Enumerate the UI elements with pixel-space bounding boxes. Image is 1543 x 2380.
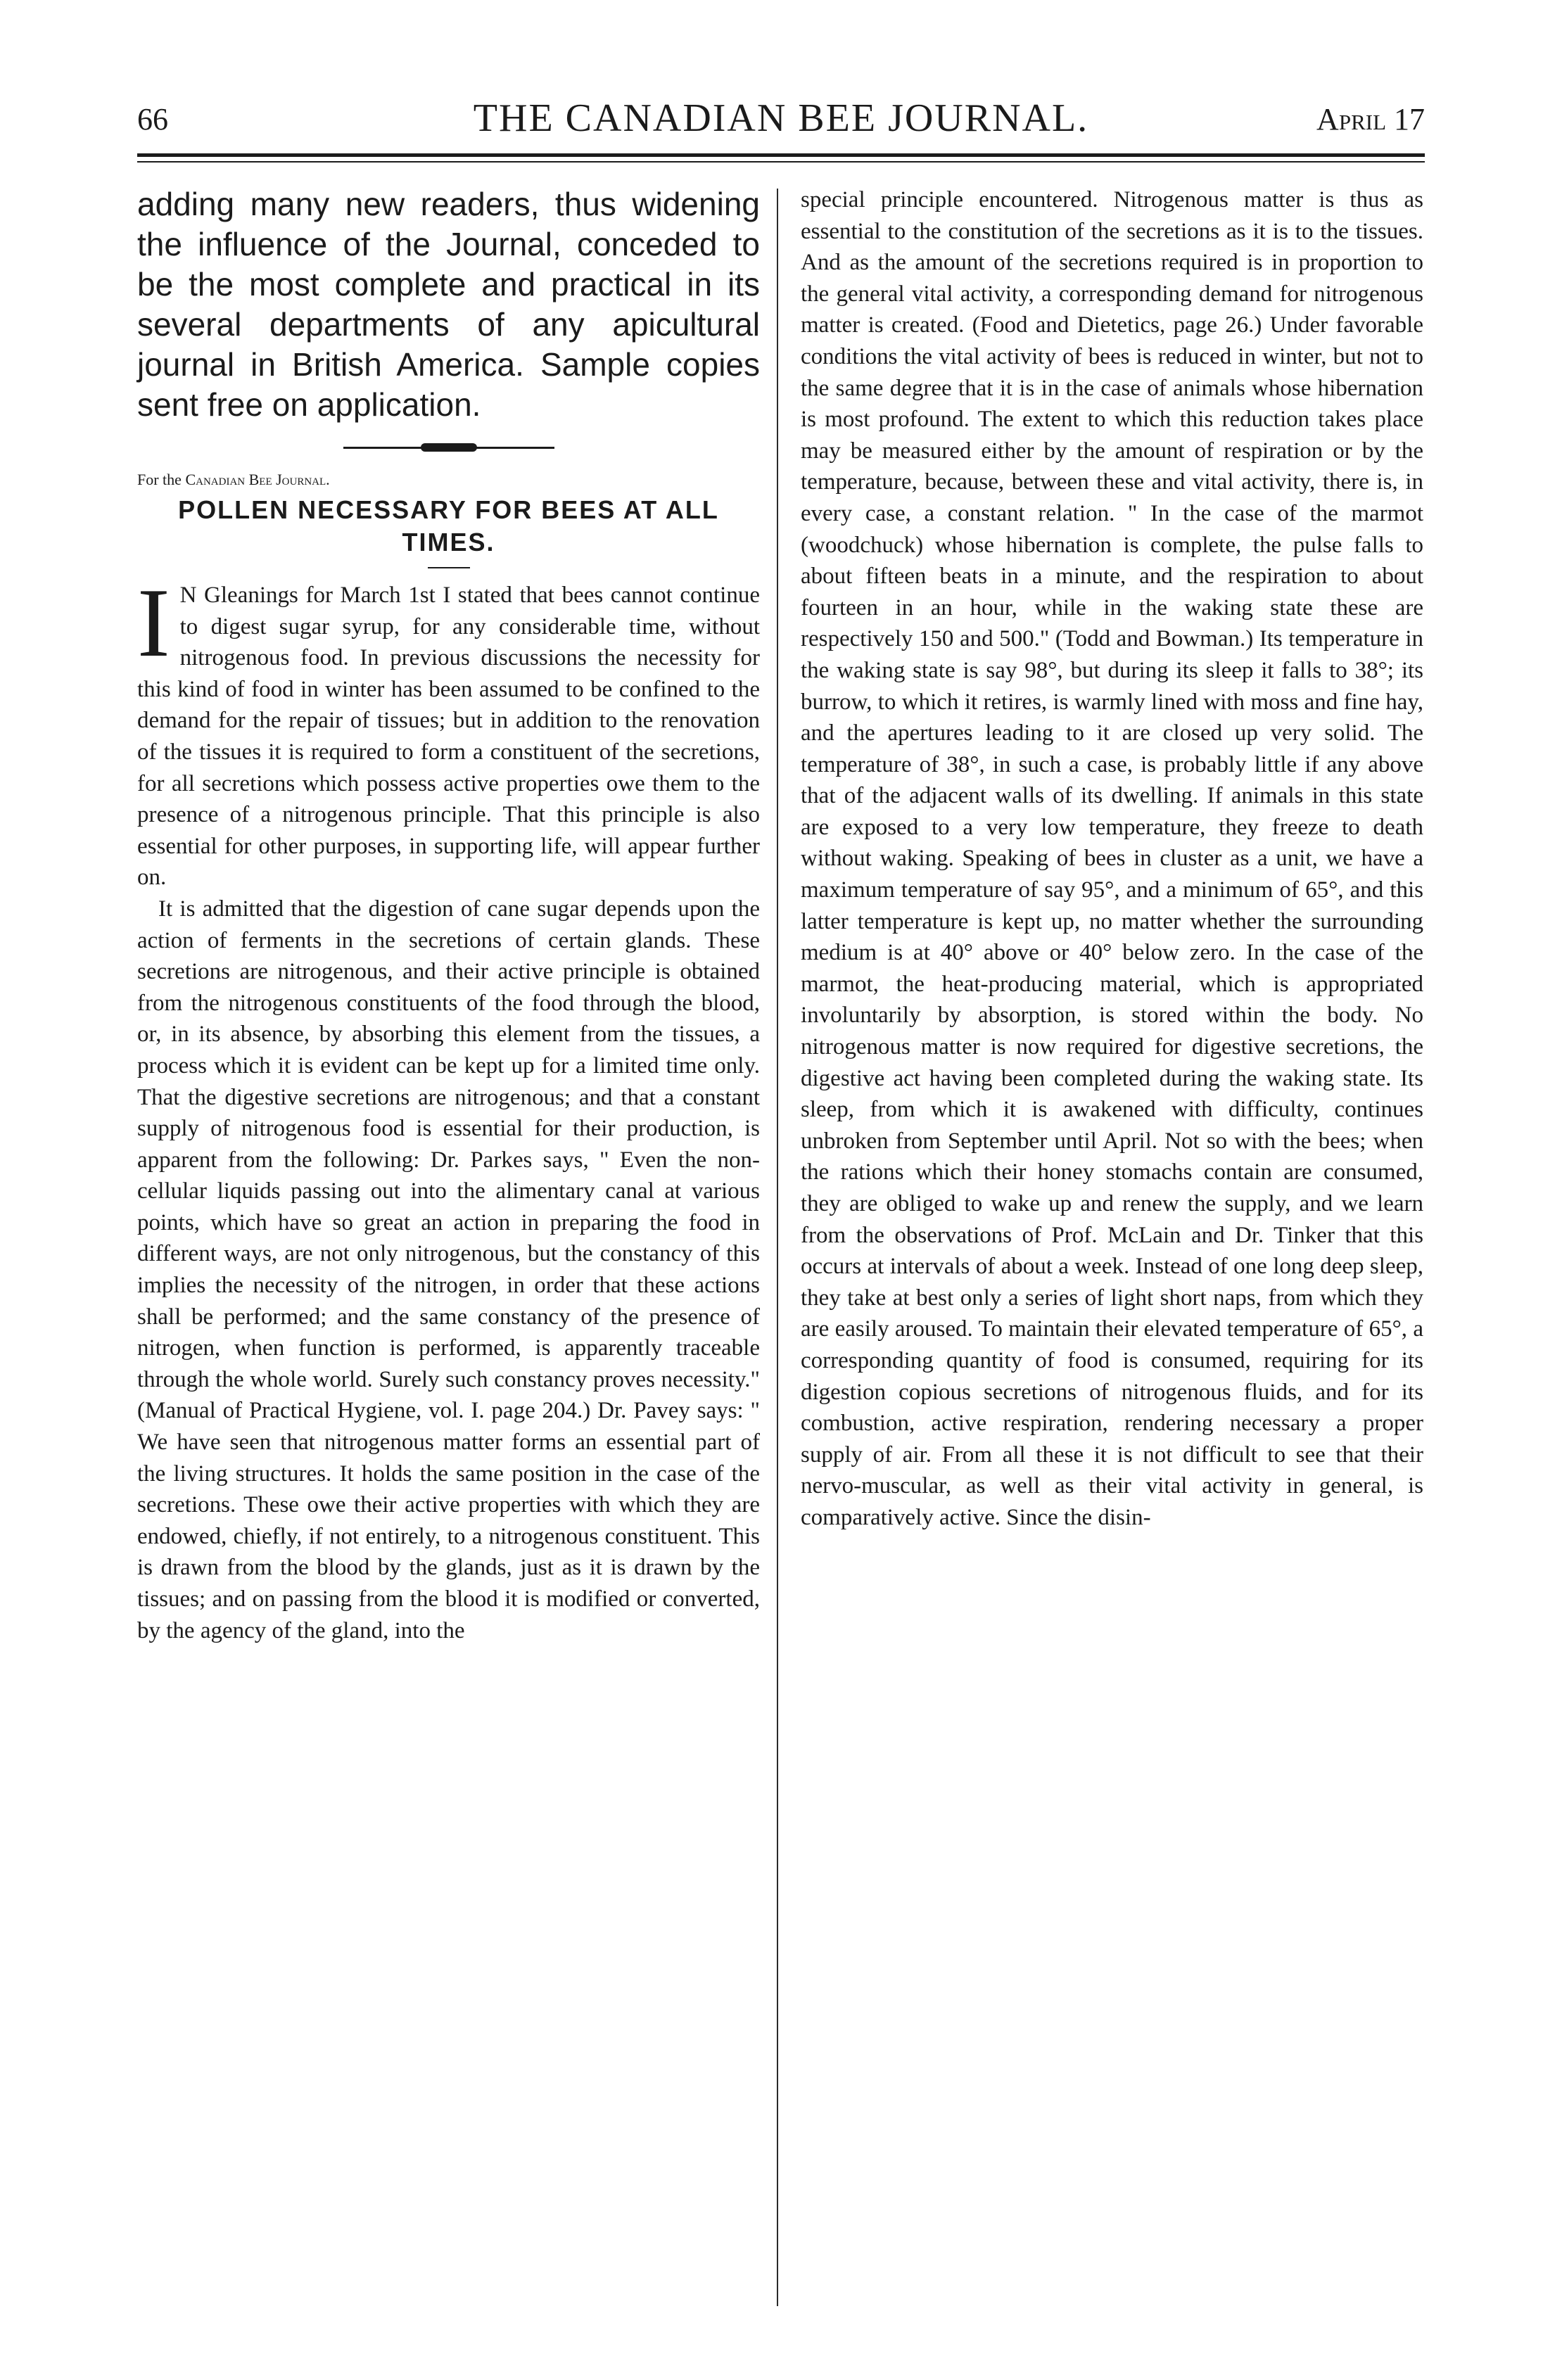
drop-cap: I — [137, 568, 170, 677]
title-rule — [428, 567, 470, 568]
article-paragraph: I N Gleanings for March 1st I stated that bees cannot continue to digest sugar syrup, for any considerable time, without nitrogenous food. In previous discussions the necessity for this kind of food in winter has been assumed to be confined to the demand for the repair of tissues; but in addition to the renovation of the tissues it is required to form a constituent of the secretions, for all secretions which possess active properties owe them to the presence of a nitrogenous principle. That this principle is also essential for other purposes, in supporting life, will appear further on. — [137, 568, 760, 891]
right-column — [801, 184, 1423, 1534]
credit-prefix: For the — [137, 471, 182, 488]
article-paragraph: special principle encountered. Nitrogenous matter is thus as essential to the constitution of the secretions as it is to the tissues. And as the amount of the secretions required is in proportion to the general vital activity, a corresponding demand for nitrogenous matter is created. (Food and Dietetics, page 26.) Under favorable conditions the vital activity of bees is reduced in winter, but not to the same degree that it is in the case of animals whose hibernation is most profound. The extent to which this reduction takes place may be measured either by the amount of respiration or by the temperature, because, between these and vital activity, there is, in every case, a constant relation. " In the case of the marmot (woodchuck) whose hibernation is complete, the pulse falls to about fifteen beats in a minute, and the respiration to about fourteen in an hour, while in the waking state these are respectively 150 and 500." (Todd and Bowman.) Its temperature in the waking state is say 98°, but during its sleep it falls to 38°; its burrow, to which it retires, is warmly lined with moss and fine hay, and the apertures leading to it are closed up very solid. The temperature of 38°, in such a case, is probably little if any above that of the adjacent walls of its dwelling. If animals in this state are exposed to a very low temperature, they freeze to death without waking. Speaking of bees in cluster as a unit, we have a maximum temperature of say 95°, and a minimum of 65°, and this latter temperature is kept up, no matter whether the surrounding medium is at 40° above or 40° below zero. In the case of the marmot, the heat-producing material, which is appropriated involuntarily by absorption, is stored within the body. No nitrogenous matter is now required for digestive secretions, the digestive act having been completed during the waking state. Its sleep, from which it is awakened with difficulty, continues unbroken from September until April. Not so with the bees; when the rations which their honey stomachs contain are consumed, they are obliged to wake up and renew the supply, and we learn from the observations of Prof. McLain and Dr. Tinker that this occurs at intervals of about a week. Instead of one long deep sleep, they take at best only a series of light short naps, from which they are easily aroused. To maintain their elevated temperature of 65°, a corresponding quantity of food is consumed, requiring for its digestion copious secretions of nitrogenous fluids, and for its combustion, active respiration, rendering necessary a proper supply of air. From all these it is not difficult to see that their nervo-muscular, as well as their vital activity in general, is comparatively active. Since the disin- — [801, 187, 1423, 1530]
column-divider — [777, 189, 778, 2306]
intro-paragraph: adding many new readers, thus widening the influence of the Journal, conceded to be the most complete and practical in its several departments of any apicultural journal in British America. Sample copies sent free on application. — [137, 186, 760, 423]
article-title: POLLEN NECESSARY FOR BEES AT ALL TIMES. — [178, 495, 719, 556]
article-body-left — [137, 568, 760, 1646]
issue-date: April 17 — [1316, 102, 1425, 136]
page-header — [137, 91, 1425, 148]
header-rule-thick — [137, 153, 1425, 157]
page-number: 66 — [137, 102, 168, 136]
journal-title: THE CANADIAN BEE JOURNAL. — [473, 96, 1089, 140]
article-credit — [137, 469, 760, 491]
left-column — [137, 184, 760, 1646]
header-rule-thin — [137, 161, 1425, 163]
article-paragraph: It is admitted that the digestion of cane sugar depends upon the action of ferments in the secretions of certain glands. These secretions are nitrogenous, and their active principle is obtained from the nitrogenous constituents of the food through the blood, or, in its absence, by absorbing this element from the tissues, a process which it is evident can be kept up for a limited time only. That the digestive secretions are nitrogenous; and that a constant supply of nitrogenous food is essential for their production, is apparent from the following: Dr. Parkes says, " Even the non-cellular liquids passing out into the alimentary canal at various points, which have so great an action in preparing the food in different ways, are not only nitrogenous, but the constancy of this implies the necessity of the nitrogen, in order that these actions shall be performed; and the same constancy of the presence of nitrogen, when function is performed, is apparently traceable through the whole world. Surely such constancy proves necessity." (Manual of Practical Hygiene, vol. I. page 204.) Dr. Pavey says: " We have seen that nitrogenous matter forms an essential part of the living structures. It holds the same position in the case of the secretions. These owe their active properties with which they are endowed, chiefly, if not entirely, to a nitrogenous constituent. This is drawn from the blood by the glands, just as it is drawn by the tissues; and on passing from the blood it is modified or converted, by the agency of the gland, into the — [137, 896, 760, 1643]
section-ornament — [343, 443, 554, 452]
credit-journal: Canadian Bee Journal. — [185, 471, 330, 488]
